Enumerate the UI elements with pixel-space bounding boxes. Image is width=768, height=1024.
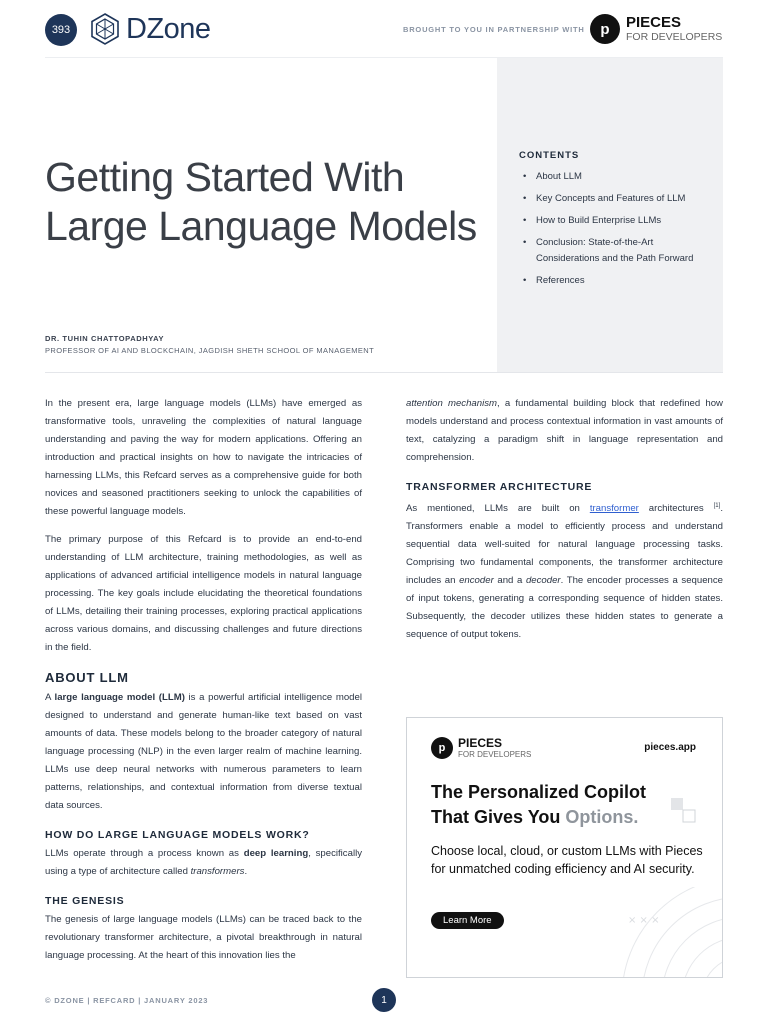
how-end: . (244, 866, 248, 877)
contents-item[interactable]: • References (519, 273, 719, 289)
intro-paragraph-1: In the present era, large language models (LLMs) have emerged as transformative tools, unraveling the complexities of natural language understanding and paving the way for modern applications. Offering an introduction and practical insights on how to navigate the intricacies of harnessing LLMs, this Refcard serves as a comprehensive guide for both novices and seasoned practitioners seeking to unlock the capabilities of these powerful language models. (45, 398, 362, 517)
issue-number-badge: 393 (45, 14, 77, 46)
contents-item[interactable]: • How to Build Enterprise LLMs (519, 213, 719, 229)
how-prefix: LLMs operate through a process known as (45, 848, 244, 859)
ad-headline-muted: Options. (565, 807, 639, 827)
genesis-heading: THE GENESIS (45, 895, 125, 907)
pieces-name: PIECES (626, 14, 682, 32)
about-rest: is a powerful artificial intelligence model designed to understand and generate human-like text based on vast amounts of data. These models belong to the broader category of natural language processing (NLP) in the even larger realm of machine learning. LLMs use deep neural networks with numerous parameters to learn patterns, relationships, and contextual information from diverse textual data sources. (45, 692, 362, 811)
contents-item[interactable]: • Conclusion: State-of-the-Art Considerations and the Path Forward (519, 235, 719, 267)
pieces-logo[interactable] (590, 14, 722, 44)
ad-brand-sub: FOR DEVELOPERS (458, 750, 532, 759)
pieces-icon: p (590, 14, 620, 44)
contents-panel (497, 58, 723, 372)
attention-paragraph (406, 395, 723, 467)
transformer-end: . The encoder processes a sequence of input tokens, generating a corresponding sequence of hidden states. Subsequently, the decoder utilizes these hidden states to generate a sequence of output tokens. (406, 575, 724, 641)
right-column (406, 395, 723, 644)
transformer-prefix: As mentioned, LLMs are built on (406, 503, 590, 515)
dzone-logo[interactable] (88, 12, 211, 46)
dzone-hexagon-icon (88, 12, 122, 46)
left-column (45, 395, 362, 965)
ad-headline-line-1: The Personalized Copilot (431, 782, 647, 802)
reference-marker[interactable]: [1] (713, 503, 721, 509)
about-prefix: A (45, 692, 55, 703)
ad-pieces-logo (431, 737, 531, 759)
intro-paragraph-2: The primary purpose of this Refcard is to provide an end-to-end understanding of LLM architecture, training methodologies, as well as applications of advanced artificial intelligence models in natural language processing. The key goals include elucidating the theoretical foundations of LLMs, detailing their training processes, exploring practical applications across various domains, and discussing challenges and future directions in the field. (45, 534, 362, 653)
transformer-and: and a (493, 575, 526, 587)
about-llm-heading: ABOUT LLM (45, 670, 129, 685)
transformer-mid: . Transformers enable a model to efficiently process and understand sequential data well-suited for natural language processing tasks. Comprising two fundamental components, the transformer architecture includes an (406, 503, 723, 587)
about-llm-paragraph (45, 689, 362, 815)
transformer-after-link: architectures (638, 503, 714, 515)
how-llm-work-paragraph (45, 845, 362, 881)
attention-italic: attention mechanism (406, 398, 498, 409)
contents-item[interactable]: • Key Concepts and Features of LLM (519, 191, 719, 207)
ad-pieces-icon: p (431, 737, 453, 759)
contents-item[interactable]: • About LLM (519, 169, 719, 185)
decoder-term: decoder (525, 575, 561, 587)
ad-brand-name: PIECES (458, 736, 503, 750)
title-line-2: Large Language Models (45, 203, 477, 249)
transformer-paragraph (406, 497, 723, 644)
encoder-term: encoder (459, 575, 494, 587)
transformer-heading: TRANSFORMER ARCHITECTURE (406, 481, 593, 493)
page-header (0, 0, 768, 58)
how-italic-term: transformers (190, 866, 245, 877)
pieces-sub: FOR DEVELOPERS (626, 31, 723, 44)
learn-more-button[interactable]: Learn More (431, 912, 504, 929)
partner-label: BROUGHT TO YOU IN PARTNERSHIP WITH (403, 25, 585, 34)
how-mid: , specifically using a type of architecture called (45, 848, 363, 877)
title-divider (45, 372, 723, 373)
footer-credits: © DZONE | REFCARD | JANUARY 2023 (45, 996, 209, 1005)
transformer-link[interactable]: transformer (589, 503, 639, 515)
about-bold-term: large language model (LLM) (54, 692, 185, 703)
ad-headline-line-2: That Gives You (431, 807, 566, 827)
ad-url[interactable]: pieces.app (644, 742, 696, 753)
genesis-paragraph: The genesis of large language models (LLMs) can be traced back to the revolutionary transformer architecture, a pivotal breakthrough in natural language processing. At the heart of this innovation lies the (45, 914, 362, 961)
contents-list (519, 169, 719, 295)
attention-rest: , a fundamental building block that redefined how models understand and process contextual information in vast amounts of text, catalyzing a paradigm shift in language representation and comprehension. (406, 398, 723, 463)
how-bold-term: deep learning (243, 848, 309, 859)
contents-heading: CONTENTS (519, 150, 580, 161)
page-number-badge: 1 (372, 988, 396, 1012)
ad-headline (431, 780, 701, 830)
pieces-advertisement[interactable] (406, 717, 723, 978)
dzone-wordmark: DZone (126, 12, 211, 45)
svg-text:× × ×: × × × (628, 915, 660, 926)
title-line-1: Getting Started With (45, 154, 405, 200)
author-name: DR. TUHIN CHATTOPADHYAY (45, 334, 165, 343)
ad-body: Choose local, cloud, or custom LLMs with Pieces for unmatched coding efficiency and AI security. (431, 844, 703, 876)
decorative-arcs-icon (592, 887, 723, 978)
author-title: PROFESSOR OF AI AND BLOCKCHAIN, JAGDISH SHETH SCHOOL OF MANAGEMENT (45, 346, 375, 355)
page-title (45, 153, 495, 251)
how-llm-work-heading: HOW DO LARGE LANGUAGE MODELS WORK? (45, 829, 310, 841)
